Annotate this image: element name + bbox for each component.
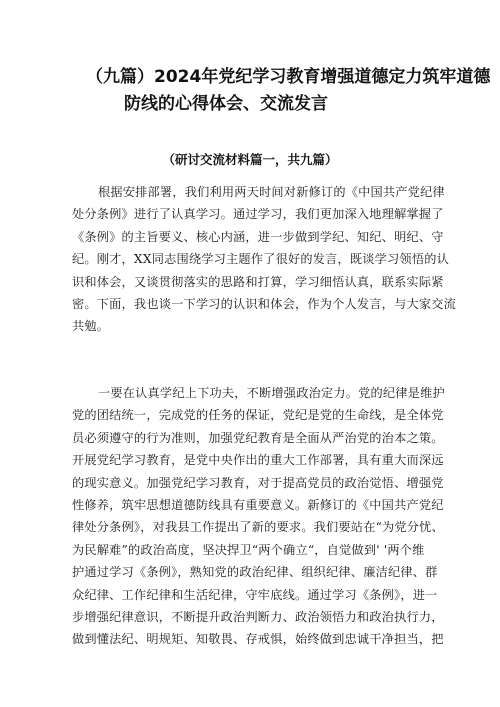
paragraph-2-line: 员必须遵守的行为准则，加强党纪教育是全面从严治党的治本之策。 bbox=[72, 430, 444, 445]
paragraph-2-line: 步增强纪律意识，不断提升政治判断力、政治领悟力和政治执行力， bbox=[72, 609, 444, 624]
paragraph-2-line: 党的团结统一，完成党的任务的保证，党纪是党的生命线，是全体党 bbox=[72, 408, 444, 423]
paragraph-2-line: 众纪律、工作纪律和生活纪律，守牢底线。通过学习《条例》，进一 bbox=[72, 587, 438, 602]
paragraph-2-line: 为民解难”的政治高度，坚决捍卫“两个确立“，自觉做到' '两个维 bbox=[72, 542, 425, 557]
document-title-line2: 防线的心得体会、交流发言 bbox=[124, 94, 328, 114]
paragraph-2-line: 的现实意义。加强党纪学习教育，对于提高党员的政治觉悟、增强党 bbox=[72, 475, 444, 490]
paragraph-1-line: 识和体会，又谈贯彻落实的思路和打算，学习细悟认真，联系实际紧 bbox=[72, 274, 444, 289]
paragraph-2-line: 做到懂法纪、明规矩、知敬畏、存戒惧，始终做到忠诚干净担当，把 bbox=[72, 632, 444, 647]
paragraph-1-line: 根据安排部署，我们利用两天时间对新修订的《中国共产党纪律 bbox=[98, 185, 445, 199]
paragraph-1-line: 《条例》的主旨要义、核心内涵，进一步做到学纪、知纪、明纪、守 bbox=[72, 229, 444, 244]
paragraph-1-line: 共勉。 bbox=[72, 319, 110, 334]
paragraph-2 bbox=[72, 382, 445, 651]
document-title-line1: （九篇）2024年党纪学习教育增强道德定力筑牢道德 bbox=[86, 67, 491, 87]
paragraph-2-line: 律处分条例》，对我县工作提出了新的要求。我们要站在“为党分忧、 bbox=[72, 520, 444, 535]
paragraph-2-line: 性修养，筑牢思想道德防线具有重要意义。新修订的《中国共产党纪 bbox=[72, 497, 444, 512]
paragraph-1-line: 密。下面，我也谈一下学习的认识和体会，作为个人发言，与大家交流 bbox=[72, 296, 457, 311]
paragraph-1-line: 纪。刚才，XX同志围绕学习主题作了很好的发言，既谈学习领悟的认 bbox=[72, 252, 449, 267]
paragraph-2-line: 护通过学习《条例》，熟知党的政治纪律、组织纪律、廉洁纪律、群 bbox=[72, 565, 438, 580]
paragraph-1 bbox=[72, 181, 457, 338]
paragraph-2-line: 开展党纪学习教育，是党中央作出的重大工作部署，具有重大而深远 bbox=[72, 453, 444, 468]
paragraph-2-line: 一要在认真学纪上下功夫，不断增强政治定力。党的纪律是维护 bbox=[98, 386, 445, 400]
paragraph-1-line: 处分条例》进行了认真学习。通过学习，我们更加深入地理解掌握了 bbox=[72, 207, 444, 222]
document-subtitle: （研讨交流材料篇一，共九篇） bbox=[162, 152, 338, 167]
